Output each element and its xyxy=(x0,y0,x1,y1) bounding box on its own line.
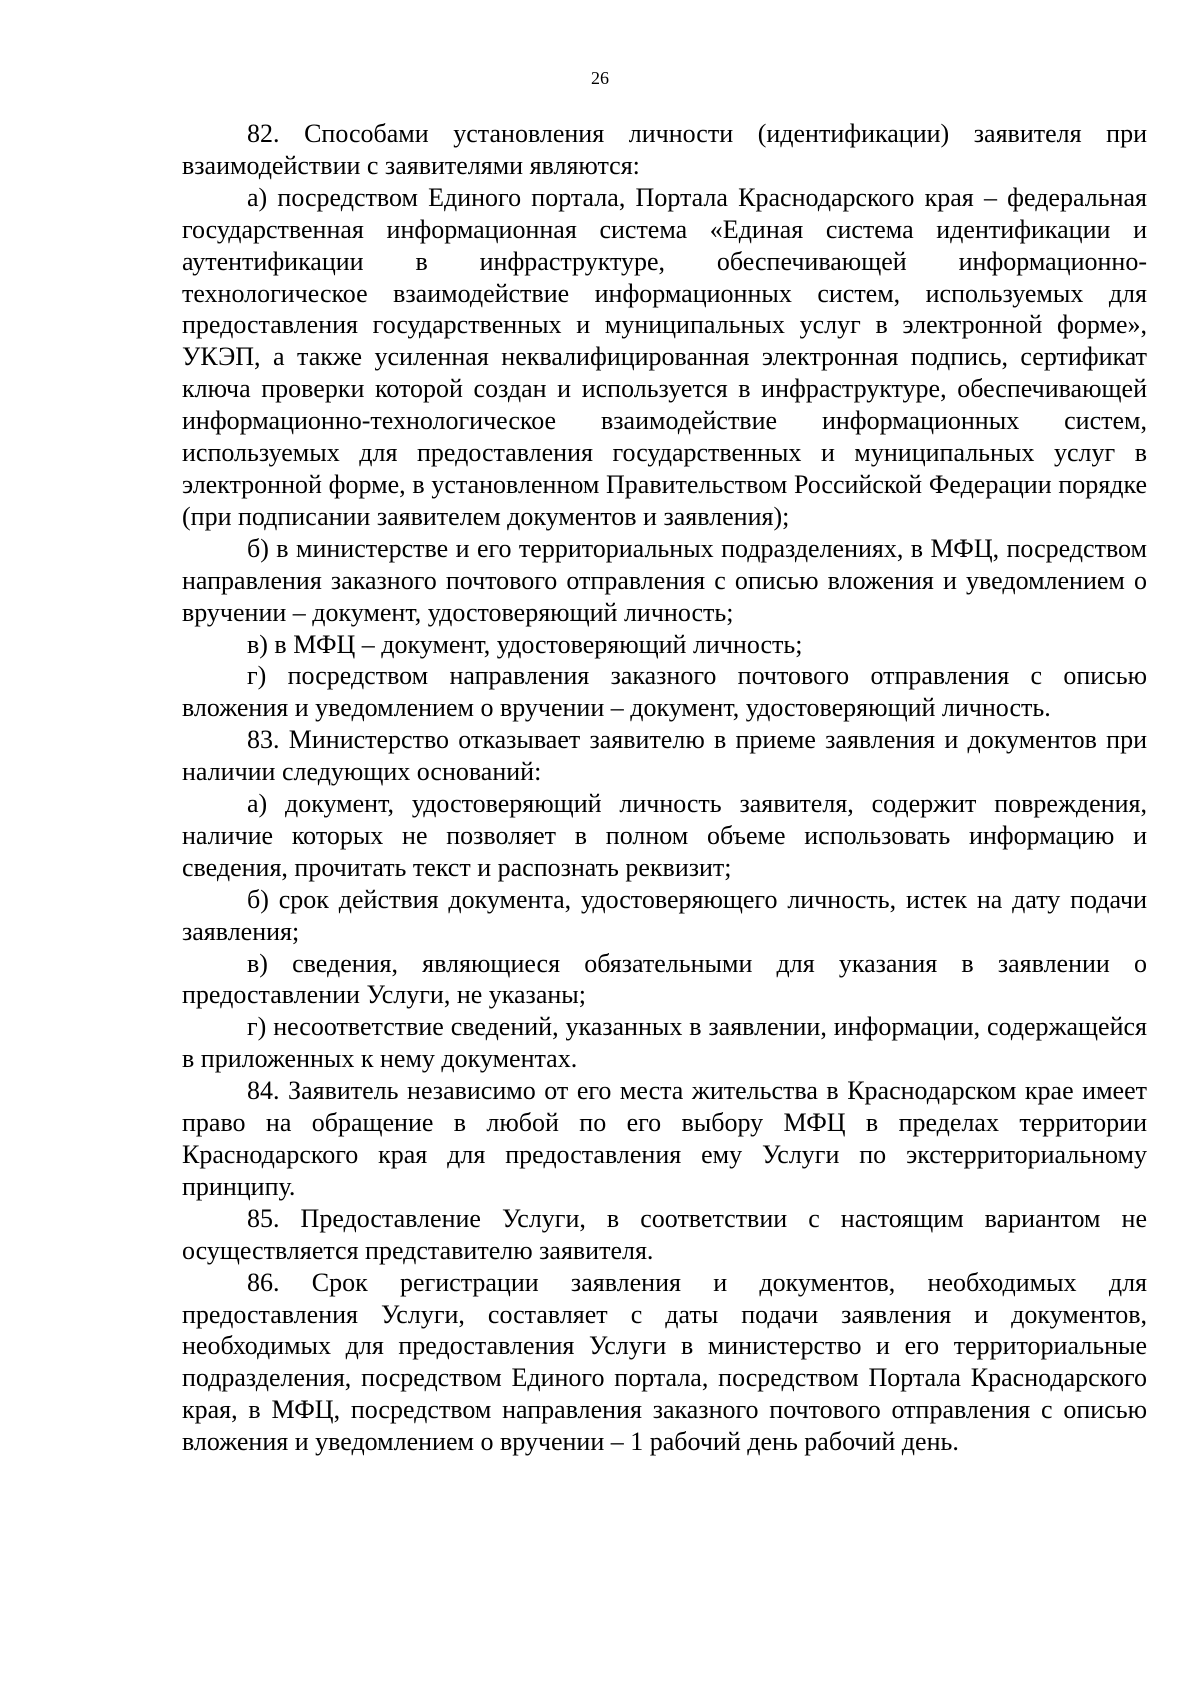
page-number: 26 xyxy=(591,68,609,88)
paragraph-83-a: а) документ, удостоверяющий личность заявителя, содержит повреждения, наличие которых не позволяет в полном объеме использовать информацию и сведения, прочитать текст и распознать реквизит; xyxy=(182,789,1147,882)
paragraph-84: 84. Заявитель независимо от его места жительства в Краснодарском крае имеет право на обращение в любой по его выбору МФЦ в пределах территории Краснодарского края для предоставления ему Услуги по экстерриториальному принципу. xyxy=(182,1076,1147,1201)
paragraph-83-g: г) несоответствие сведений, указанных в заявлении, информации, содержащейся в приложенных к нему документах. xyxy=(182,1012,1147,1074)
paragraph-82-b: б) в министерстве и его территориальных подразделениях, в МФЦ, посредством направления заказного почтового отправления с описью вложения и уведомлением о вручении – документ, удостоверяющий личность; xyxy=(182,533,1147,627)
paragraph-83: 83. Министерство отказывает заявителю в приеме заявления и документов при наличии следующих оснований: xyxy=(182,725,1147,787)
paragraph-83-b: б) срок действия документа, удостоверяющего личность, истек на дату подачи заявления; xyxy=(182,884,1147,946)
paragraph-82-v: в) в МФЦ – документ, удостоверяющий личность; xyxy=(247,629,803,659)
paragraph-82-a: а) посредством Единого портала, Портала Краснодарского края – федеральная государственная информационная система «Единая система идентификации и аутентификации в инфраструктуре, обеспечивающей информационно-технологическое взаимодействие информационных систем, используемых для предоставления государственных и муниципальных услуг в электронной форме», УКЭП, а также усиленная неквалифицированная электронная подпись, сертификат ключа проверки которой создан и используется в инфраструктуре, обеспечивающей информационно-технологическое взаимодействие информационных систем, используемых для предоставления государственных и муниципальных услуг в электронной форме, в установленном Правительством Российской Федерации порядке (при подписании заявителем документов и заявления); xyxy=(182,182,1147,531)
paragraph-85: 85. Предоставление Услуги, в соответствии с настоящим вариантом не осуществляется представителю заявителя. xyxy=(182,1203,1147,1265)
paragraph-86: 86. Срок регистрации заявления и документов, необходимых для предоставления Услуги, составляет с даты подачи заявления и документов, необходимых для предоставления Услуги в министерство и его территориальные подразделения, посредством Единого портала, посредством Портала Краснодарского края, в МФЦ, посредством направления заказного почтового отправления с описью вложения и уведомлением о вручении – 1 рабочий день рабочий день. xyxy=(182,1267,1147,1457)
paragraph-83-v: в) сведения, являющиеся обязательными для указания в заявлении о предоставлении Услуги, не указаны; xyxy=(182,948,1147,1010)
paragraph-82-g: г) посредством направления заказного почтового отправления с описью вложения и уведомлением о вручении – документ, удостоверяющий личность. xyxy=(182,661,1147,723)
document-body xyxy=(182,118,1147,1458)
paragraph-82: 82. Способами установления личности (идентификации) заявителя при взаимодействии с заявителями являются: xyxy=(182,119,1147,180)
